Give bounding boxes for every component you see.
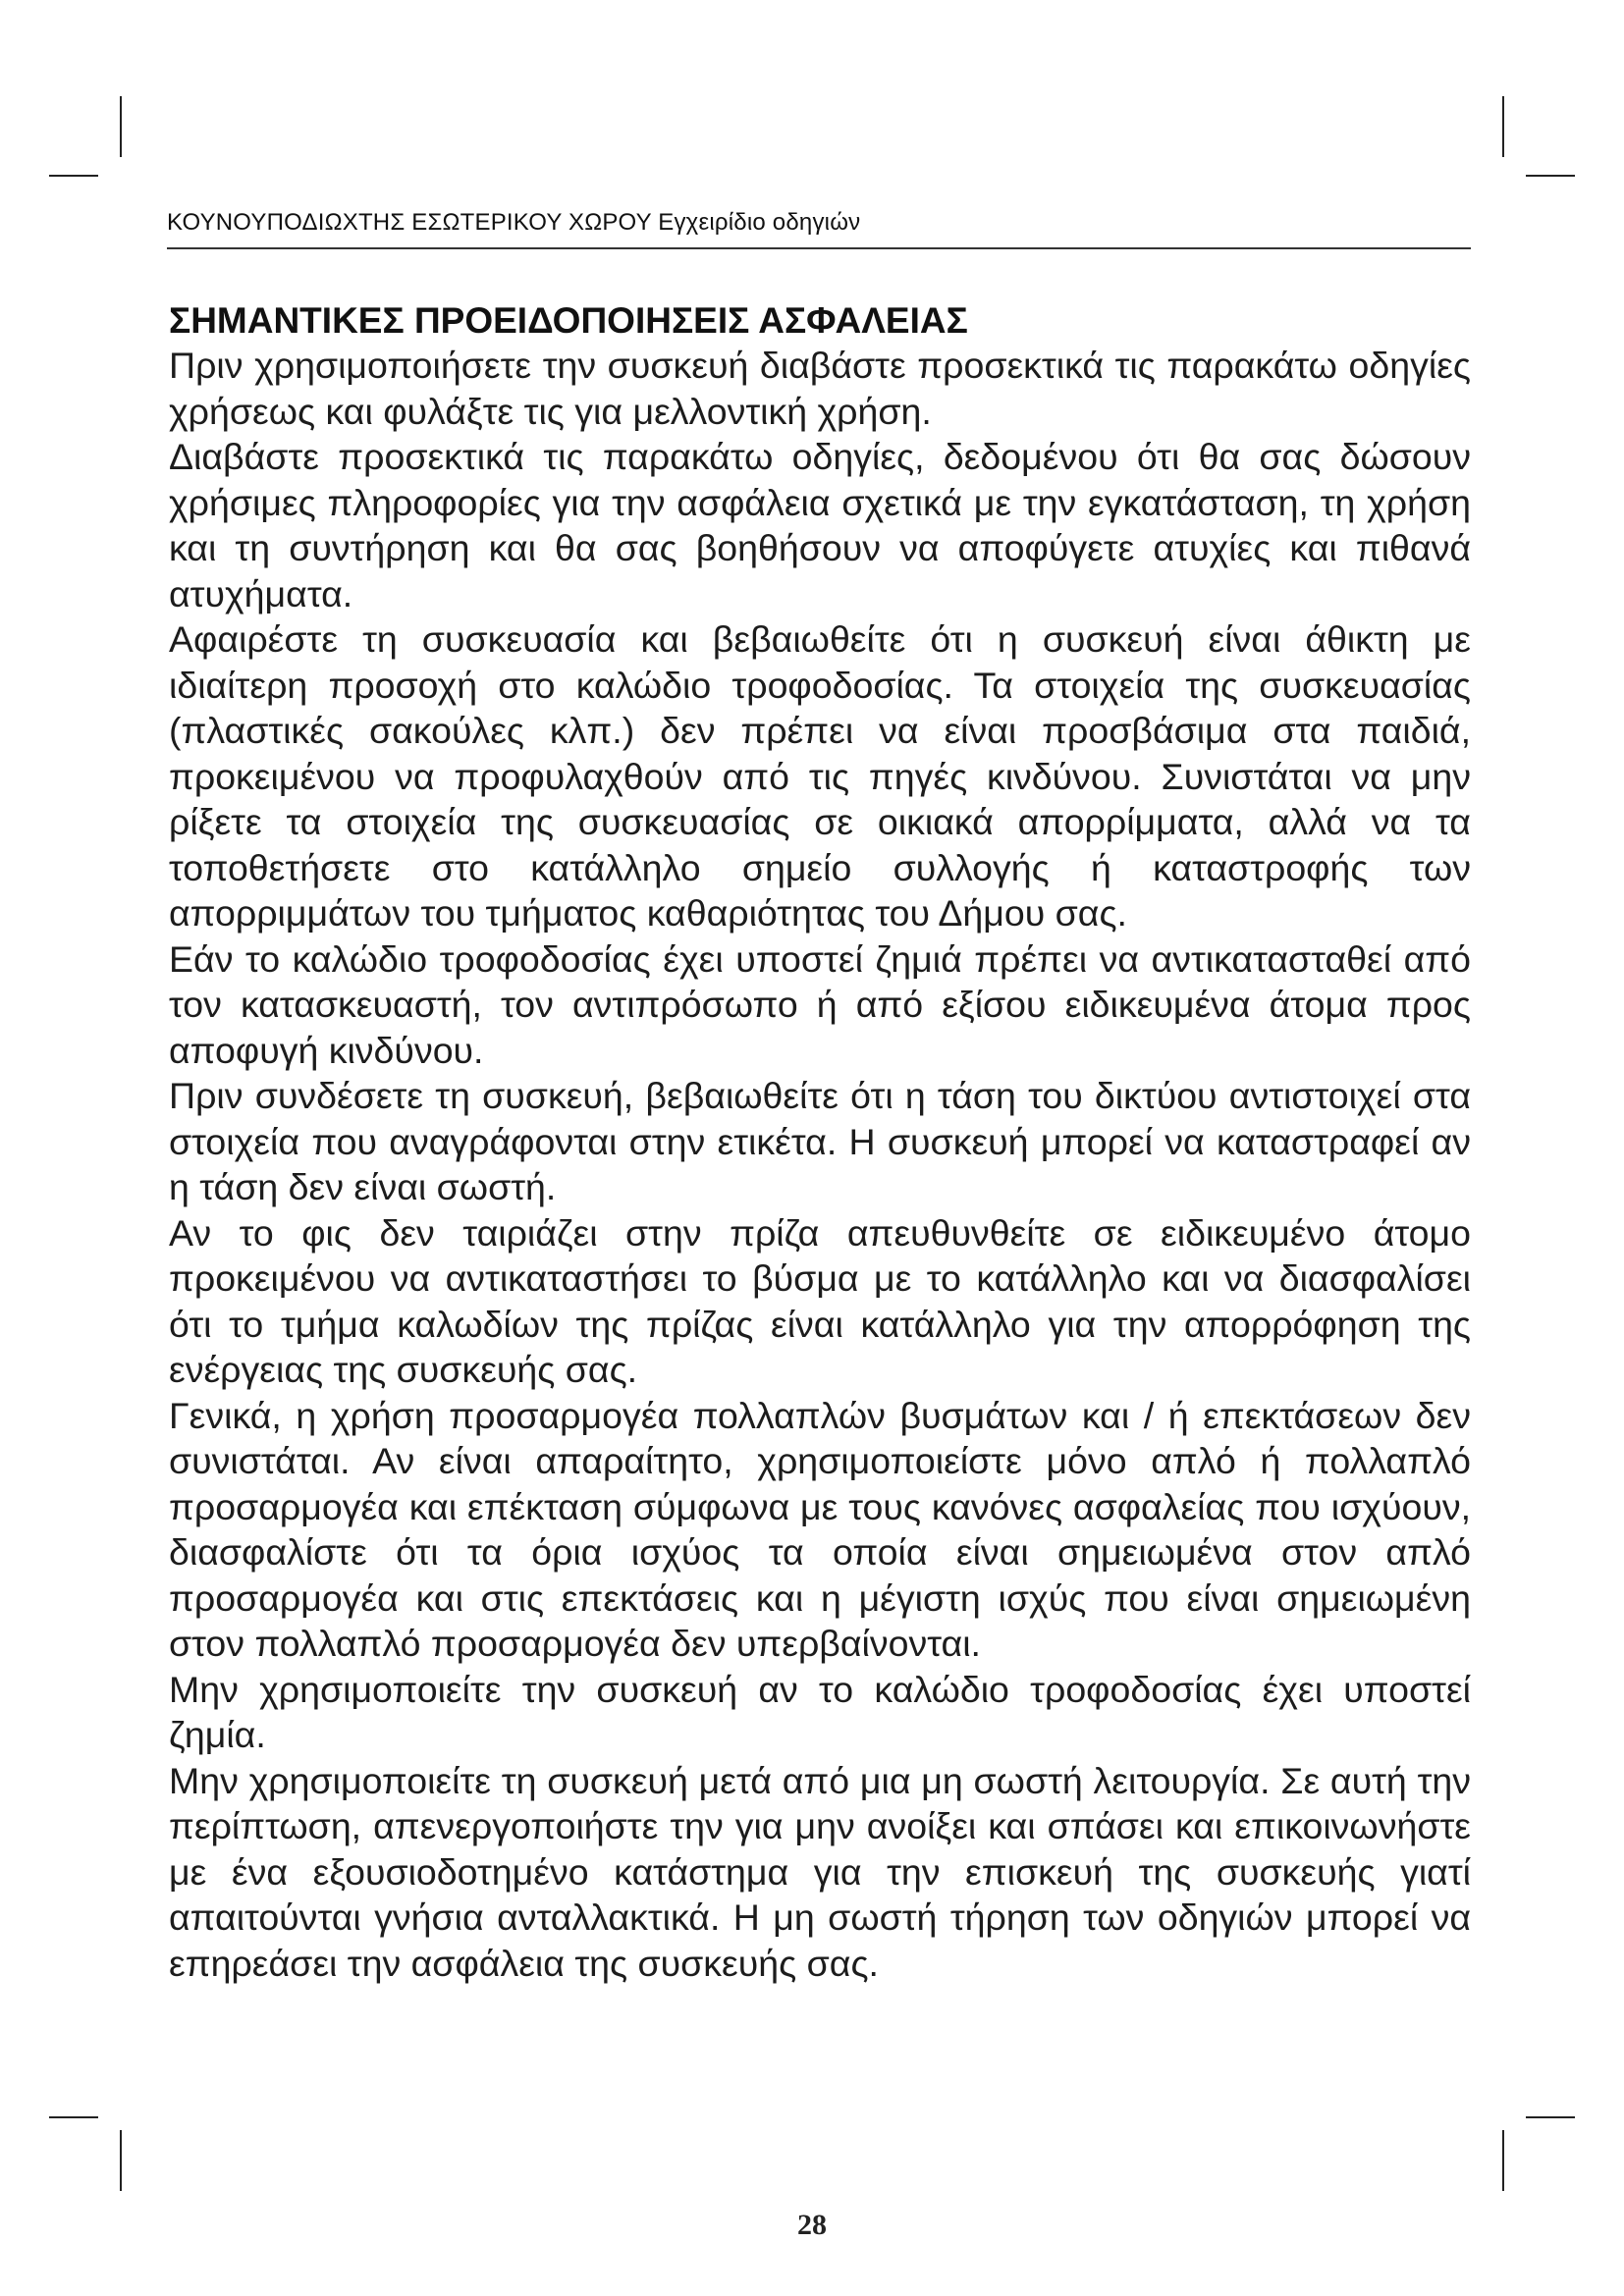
- page-number: 28: [797, 2209, 827, 2241]
- paragraph-packaging: Αφαιρέστε τη συσκευασία και βεβαιωθείτε ότι η συσκευή είναι άθικτη με ιδιαίτερη προσοχή στο καλώδιο τροφοδοσίας. Τα στοιχεία της συσκευασίας (πλαστικές σακούλες κλπ.) δεν πρέπει να είναι προσβάσιμα στα παιδιά, προκειμένου να προφυλαχθούν από τις πηγές κινδύνου. Συνιστάται να μην ρίξετε τα στοιχεία της συσκευασίας σε οικιακά απορρίμματα, αλλά να τα τοποθετήσετε στο κατάλληλο σημείο συλλογής ή καταστροφής των απορριμμάτων του τμήματος καθαριότητας του Δήμου σας.: [169, 618, 1471, 934]
- section-body: [169, 343, 1471, 1986]
- crop-mark-bottom-left-horizontal: [49, 2116, 98, 2118]
- header-divider: [167, 247, 1471, 249]
- paragraph-damaged-cable: Εάν το καλώδιο τροφοδοσίας έχει υποστεί ζημιά πρέπει να αντικατασταθεί από τον κατασκευαστή, τον αντιπρόσωπο ή από εξίσου ειδικευμένα άτομα προς αποφυγή κινδύνου.: [169, 937, 1471, 1071]
- crop-mark-bottom-left-vertical: [120, 2130, 122, 2191]
- paragraph-voltage-check: Πριν συνδέσετε τη συσκευή, βεβαιωθείτε ότι η τάση του δικτύου αντιστοιχεί στα στοιχεία που αναγράφονται στην ετικέτα. Η συσκευή μπορεί να καταστραφεί αν η τάση δεν είναι σωστή.: [169, 1075, 1471, 1207]
- paragraph-plug-socket: Αν το φις δεν ταιριάζει στην πρίζα απευθυνθείτε σε ειδικευμένο άτομο προκειμένου να αντικαταστήσει το βύσμα με το κατάλληλο και να διασφαλίσει ότι το τμήμα καλωδίων της πρίζας είναι κατάλληλο για την απορρόφηση της ενέργειας της συσκευής σας.: [169, 1211, 1471, 1390]
- section-title: ΣΗΜΑΝΤΙΚΕΣ ΠΡΟΕΙΔΟΠΟΙΗΣΕΙΣ ΑΣΦΑΛΕΙΑΣ: [169, 300, 968, 341]
- crop-mark-top-right-horizontal: [1526, 175, 1575, 177]
- crop-mark-bottom-right-horizontal: [1526, 2116, 1575, 2118]
- crop-mark-top-left-vertical: [120, 96, 122, 157]
- running-header: ΚΟΥΝΟΥΠΟΔΙΩΧΤΗΣ ΕΣΩΤΕΡΙΚΟΥ ΧΩΡΟΥ Εγχειρίδιο οδηγιών: [167, 209, 861, 236]
- crop-mark-top-left-horizontal: [49, 175, 98, 177]
- paragraph-malfunction: Μην χρησιμοποιείτε τη συσκευή μετά από μια μη σωστή λειτουργία. Σε αυτή την περίπτωση, απενεργοποιήστε την για μην ανοίξει και σπάσει και επικοινωνήστε με ένα εξουσιοδοτημένο κατάστημα για την επισκευή της συσκευής γιατί απαιτούνται γνήσια ανταλλακτικά. Η μη σωστή τήρηση των οδηγιών μπορεί να επηρεάσει την ασφάλεια της συσκευής σας.: [169, 1759, 1471, 1984]
- page-content: [169, 299, 1471, 1986]
- paragraph-read-instructions: Διαβάστε προσεκτικά τις παρακάτω οδηγίες, δεδομένου ότι θα σας δώσουν χρήσιμες πληροφορίες για την ασφάλεια σχετικά με την εγκατάσταση, τη χρήση και τη συντήρηση και θα σας βοηθήσουν να αποφύγετε ατυχίες και πιθανά ατυχήματα.: [169, 436, 1471, 614]
- paragraph-adapters: Γενικά, η χρήση προσαρμογέα πολλαπλών βυσμάτων και / ή επεκτάσεων δεν συνιστάται. Αν είναι απαραίτητο, χρησιμοποιείστε μόνο απλό ή πολλαπλό προσαρμογέα και επέκταση σύμφωνα με τους κανόνες ασφαλείας που ισχύουν, διασφαλίστε ότι τα όρια ισχύος τα οποία είναι σημειωμένα στον απλό προσαρμογέα και στις επεκτάσεις και η μέγιστη ισχύς που είναι σημειωμένη στον πολλαπλό προσαρμογέα δεν υπερβαίνονται.: [169, 1394, 1471, 1664]
- paragraph-intro: Πριν χρησιμοποιήσετε την συσκευή διαβάστε προσεκτικά τις παρακάτω οδηγίες χρήσεως και φυλάξτε τις για μελλοντική χρήση.: [169, 345, 1471, 432]
- crop-mark-bottom-right-vertical: [1502, 2130, 1504, 2191]
- paragraph-cable-damage-warning: Μην χρησιμοποιείτε την συσκευή αν το καλώδιο τροφοδοσίας έχει υποστεί ζημία.: [169, 1668, 1471, 1755]
- crop-mark-top-right-vertical: [1502, 96, 1504, 157]
